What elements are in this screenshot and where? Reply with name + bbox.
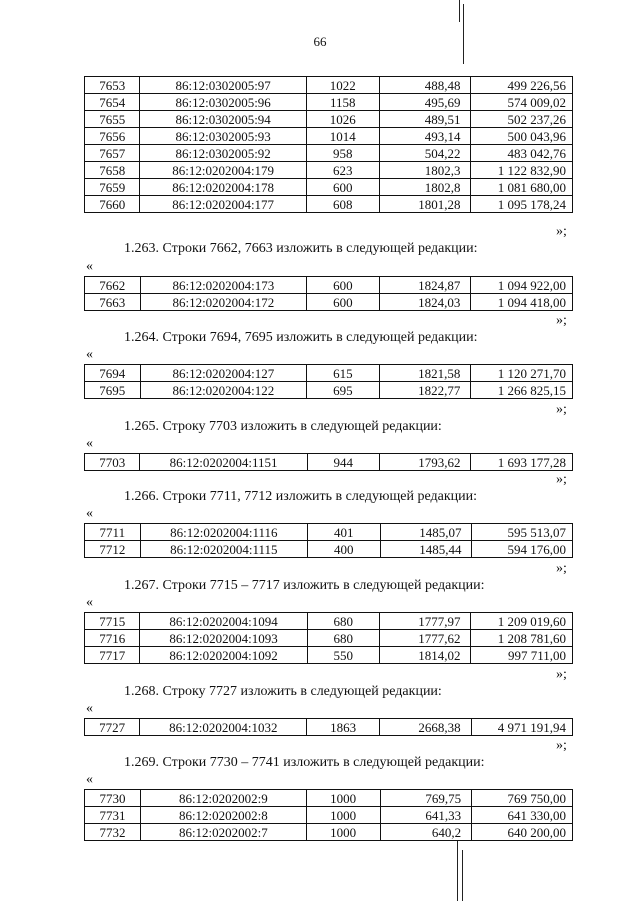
row-number-cell: 7730 xyxy=(85,790,141,807)
row-number-cell: 7694 xyxy=(85,365,141,382)
cadastral-number-cell: 86:12:0202004:179 xyxy=(140,162,306,179)
rate-cell: 504,22 xyxy=(379,145,471,162)
rate-cell: 489,51 xyxy=(379,111,471,128)
area-cell: 600 xyxy=(307,277,379,294)
cadastral-number-cell: 86:12:0302005:94 xyxy=(140,111,306,128)
cadastral-number-cell: 86:12:0202004:1092 xyxy=(140,647,307,664)
table-row xyxy=(85,179,573,196)
scan-mark-top xyxy=(459,0,460,22)
area-cell: 550 xyxy=(307,647,379,664)
cadastral-number-cell: 86:12:0202004:172 xyxy=(140,294,307,311)
value-cell: 594 176,00 xyxy=(472,541,573,558)
rate-cell: 495,69 xyxy=(379,94,471,111)
rate-cell: 1777,62 xyxy=(379,630,471,647)
area-cell: 1026 xyxy=(306,111,379,128)
open-quote-1: « xyxy=(86,259,93,274)
value-cell: 574 009,02 xyxy=(471,94,573,111)
row-number-cell: 7731 xyxy=(85,807,141,824)
cadastral-number-cell: 86:12:0302005:96 xyxy=(140,94,306,111)
table-row xyxy=(85,524,573,541)
value-cell: 483 042,76 xyxy=(471,145,573,162)
value-cell: 1 094 418,00 xyxy=(471,294,573,311)
value-cell: 769 750,00 xyxy=(472,790,573,807)
table-row xyxy=(85,94,573,111)
table-row xyxy=(85,77,573,94)
value-cell: 4 971 191,94 xyxy=(471,719,572,736)
cadastral-number-cell: 86:12:0202004:1094 xyxy=(140,613,307,630)
row-number-cell: 7655 xyxy=(85,111,140,128)
paragraph-1268: 1.268. Строку 7727 изложить в следующей редакции: xyxy=(124,684,442,699)
rate-cell: 1777,97 xyxy=(379,613,471,630)
area-cell: 623 xyxy=(306,162,379,179)
value-cell: 641 330,00 xyxy=(472,807,573,824)
table-1 xyxy=(84,76,573,213)
close-quote-6: »; xyxy=(556,667,567,682)
paragraph-1263: 1.263. Строки 7662, 7663 изложить в следующей редакции: xyxy=(124,241,478,256)
row-number-cell: 7662 xyxy=(85,277,141,294)
open-quote-6: « xyxy=(86,701,93,716)
row-number-cell: 7659 xyxy=(85,179,140,196)
row-number-cell: 7717 xyxy=(85,647,140,664)
table-row xyxy=(85,128,573,145)
table-row xyxy=(85,382,573,399)
table-row xyxy=(85,162,573,179)
area-cell: 600 xyxy=(307,294,379,311)
area-cell: 600 xyxy=(306,179,379,196)
table-7 xyxy=(84,718,573,736)
table-row xyxy=(85,824,573,841)
row-number-cell: 7715 xyxy=(85,613,140,630)
cadastral-number-cell: 86:12:0202002:7 xyxy=(140,824,306,841)
row-number-cell: 7703 xyxy=(85,454,140,471)
cadastral-number-cell: 86:12:0202004:127 xyxy=(140,365,307,382)
area-cell: 608 xyxy=(306,196,379,213)
cadastral-number-cell: 86:12:0202004:1116 xyxy=(140,524,307,541)
rate-cell: 1822,77 xyxy=(379,382,471,399)
area-cell: 1158 xyxy=(306,94,379,111)
rate-cell: 1814,02 xyxy=(379,647,471,664)
area-cell: 1000 xyxy=(306,824,380,841)
area-cell: 400 xyxy=(308,541,380,558)
table-row xyxy=(85,790,573,807)
paragraph-1264: 1.264. Строки 7694, 7695 изложить в следующей редакции: xyxy=(124,330,478,345)
row-number-cell: 7654 xyxy=(85,94,140,111)
close-quote-2: »; xyxy=(556,313,567,328)
row-number-cell: 7716 xyxy=(85,630,140,647)
value-cell: 1 094 922,00 xyxy=(471,277,573,294)
value-cell: 1 120 271,70 xyxy=(471,365,573,382)
paragraph-1265: 1.265. Строку 7703 изложить в следующей редакции: xyxy=(124,419,442,434)
open-quote-3: « xyxy=(86,436,93,451)
table-row xyxy=(85,541,573,558)
page-number: 66 xyxy=(313,34,327,49)
rate-cell: 1824,03 xyxy=(379,294,471,311)
value-cell: 502 237,26 xyxy=(471,111,573,128)
area-cell: 680 xyxy=(307,630,379,647)
paragraph-1266: 1.266. Строки 7711, 7712 изложить в следующей редакции: xyxy=(124,489,477,504)
value-cell: 500 043,96 xyxy=(471,128,573,145)
rate-cell: 2668,38 xyxy=(380,719,472,736)
close-quote-5: »; xyxy=(556,561,567,576)
value-cell: 595 513,07 xyxy=(472,524,573,541)
row-number-cell: 7711 xyxy=(85,524,141,541)
area-cell: 680 xyxy=(307,613,379,630)
row-number-cell: 7732 xyxy=(85,824,141,841)
table-row xyxy=(85,294,573,311)
table-row xyxy=(85,277,573,294)
close-quote-3: »; xyxy=(556,402,567,417)
row-number-cell: 7653 xyxy=(85,77,140,94)
scan-mark-bottom xyxy=(457,840,458,901)
cadastral-number-cell: 86:12:0202004:122 xyxy=(140,382,307,399)
value-cell: 1 095 178,24 xyxy=(471,196,573,213)
area-cell: 1000 xyxy=(306,790,380,807)
cadastral-number-cell: 86:12:0202004:173 xyxy=(140,277,307,294)
rate-cell: 1821,58 xyxy=(379,365,471,382)
cadastral-number-cell: 86:12:0302005:92 xyxy=(140,145,306,162)
table-row xyxy=(85,454,573,471)
value-cell: 640 200,00 xyxy=(472,824,573,841)
cadastral-number-cell: 86:12:0302005:93 xyxy=(140,128,306,145)
rate-cell: 1801,28 xyxy=(379,196,471,213)
area-cell: 695 xyxy=(307,382,379,399)
paragraph-1269: 1.269. Строки 7730 – 7741 изложить в следующей редакции: xyxy=(124,755,485,770)
cadastral-number-cell: 86:12:0302005:97 xyxy=(140,77,306,94)
rate-cell: 1485,07 xyxy=(380,524,472,541)
cadastral-number-cell: 86:12:0202004:1151 xyxy=(140,454,307,471)
value-cell: 997 711,00 xyxy=(471,647,573,664)
value-cell: 1 693 177,28 xyxy=(471,454,573,471)
table-row xyxy=(85,719,573,736)
cadastral-number-cell: 86:12:0202004:1032 xyxy=(140,719,307,736)
scan-mark-bottom-2 xyxy=(462,850,463,901)
rate-cell: 488,48 xyxy=(379,77,471,94)
row-number-cell: 7657 xyxy=(85,145,140,162)
value-cell: 1 266 825,15 xyxy=(471,382,573,399)
close-quote-7: »; xyxy=(556,738,567,753)
area-cell: 615 xyxy=(307,365,379,382)
area-cell: 1014 xyxy=(306,128,379,145)
open-quote-4: « xyxy=(86,506,93,521)
area-cell: 1863 xyxy=(307,719,380,736)
table-3 xyxy=(84,364,573,399)
rate-cell: 493,14 xyxy=(379,128,471,145)
value-cell: 499 226,56 xyxy=(471,77,573,94)
row-number-cell: 7712 xyxy=(85,541,141,558)
table-row xyxy=(85,365,573,382)
rate-cell: 1793,62 xyxy=(379,454,471,471)
area-cell: 1022 xyxy=(306,77,379,94)
table-row xyxy=(85,111,573,128)
cadastral-number-cell: 86:12:0202002:9 xyxy=(140,790,306,807)
row-number-cell: 7727 xyxy=(85,719,140,736)
area-cell: 1000 xyxy=(306,807,380,824)
cadastral-number-cell: 86:12:0202004:177 xyxy=(140,196,306,213)
table-8 xyxy=(84,789,573,841)
rate-cell: 1802,8 xyxy=(379,179,471,196)
table-row xyxy=(85,196,573,213)
table-6 xyxy=(84,612,573,664)
table-2 xyxy=(84,276,573,311)
row-number-cell: 7656 xyxy=(85,128,140,145)
cadastral-number-cell: 86:12:0202004:1093 xyxy=(140,630,307,647)
area-cell: 944 xyxy=(307,454,379,471)
rate-cell: 769,75 xyxy=(380,790,472,807)
close-quote-1: »; xyxy=(556,224,567,239)
value-cell: 1 208 781,60 xyxy=(471,630,573,647)
cadastral-number-cell: 86:12:0202004:1115 xyxy=(140,541,307,558)
open-quote-7: « xyxy=(86,772,93,787)
paragraph-1267: 1.267. Строки 7715 – 7717 изложить в следующей редакции: xyxy=(124,578,485,593)
table-row xyxy=(85,145,573,162)
row-number-cell: 7695 xyxy=(85,382,141,399)
rate-cell: 641,33 xyxy=(380,807,472,824)
value-cell: 1 122 832,90 xyxy=(471,162,573,179)
row-number-cell: 7658 xyxy=(85,162,140,179)
open-quote-2: « xyxy=(86,347,93,362)
open-quote-5: « xyxy=(86,595,93,610)
table-row xyxy=(85,630,573,647)
rate-cell: 1802,3 xyxy=(379,162,471,179)
rate-cell: 1824,87 xyxy=(379,277,471,294)
area-cell: 401 xyxy=(308,524,380,541)
close-quote-4: »; xyxy=(556,472,567,487)
value-cell: 1 209 019,60 xyxy=(471,613,573,630)
area-cell: 958 xyxy=(306,145,379,162)
table-row xyxy=(85,647,573,664)
row-number-cell: 7660 xyxy=(85,196,140,213)
row-number-cell: 7663 xyxy=(85,294,141,311)
table-5 xyxy=(84,523,573,558)
table-4 xyxy=(84,453,573,471)
rate-cell: 1485,44 xyxy=(380,541,472,558)
table-row xyxy=(85,613,573,630)
value-cell: 1 081 680,00 xyxy=(471,179,573,196)
rate-cell: 640,2 xyxy=(380,824,472,841)
table-row xyxy=(85,807,573,824)
cadastral-number-cell: 86:12:0202002:8 xyxy=(140,807,306,824)
cadastral-number-cell: 86:12:0202004:178 xyxy=(140,179,306,196)
